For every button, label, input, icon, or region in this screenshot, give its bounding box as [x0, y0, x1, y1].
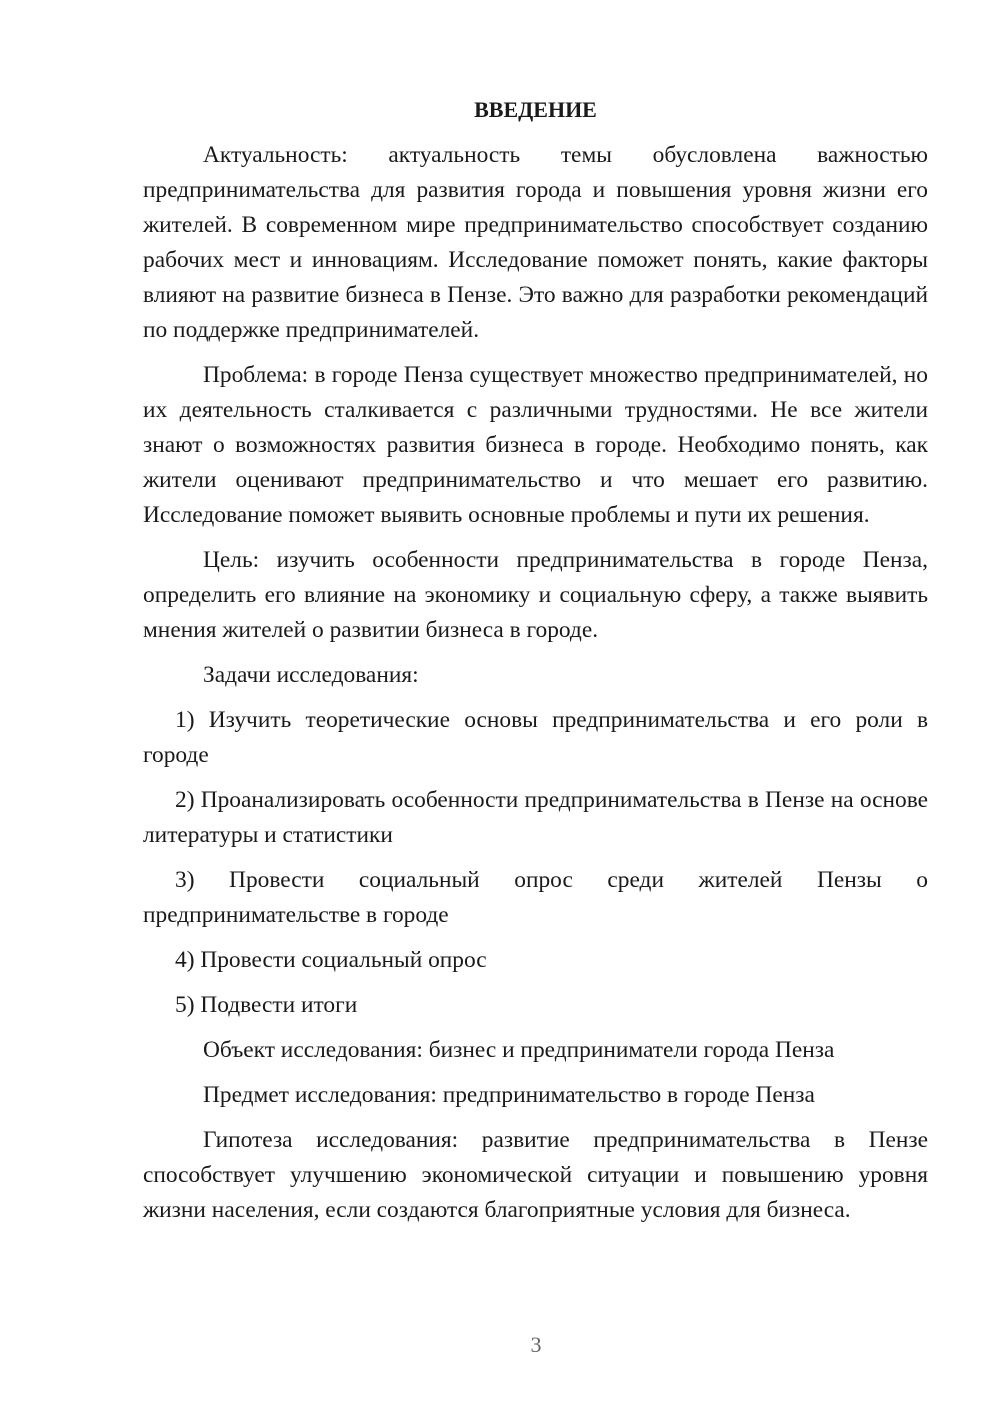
task-item-4: 4) Провести социальный опрос [175, 947, 487, 973]
task-item-1: 1) Изучить теоретические основы предпринимательства и его роли в городе [143, 707, 928, 768]
page-number: 3 [530, 1332, 542, 1357]
paragraph-problem: Проблема: в городе Пенза существует множество предпринимателей, но их деятельность сталкивается с различными трудностями. Не все жители знают о возможностях развития бизнеса в городе. Необходимо понять, как жители оценивают предпринимательство и что мешает его развитию. Исследование поможет выявить основные проблемы и пути их решения. [143, 362, 928, 528]
tasks-heading: Задачи исследования: [203, 662, 419, 688]
paragraph-object: Объект исследования: бизнес и предприниматели города Пенза [203, 1037, 835, 1063]
paragraph-hypothesis: Гипотеза исследования: развитие предпринимательства в Пензе способствует улучшению экономической ситуации и повышению уровня жизни населения, если создаются благоприятные условия для бизнеса. [143, 1127, 928, 1223]
task-item-2: 2) Проанализировать особенности предпринимательства в Пензе на основе литературы и статистики [143, 787, 928, 848]
task-item-5: 5) Подвести итоги [175, 992, 358, 1018]
paragraph-goal: Цель: изучить особенности предпринимательства в городе Пенза, определить его влияние на экономику и социальную сферу, а также выявить мнения жителей о развитии бизнеса в городе. [143, 547, 928, 643]
section-title: ВВЕДЕНИЕ [474, 97, 597, 122]
task-item-3: 3) Провести социальный опрос среди жителей Пензы о предпринимательстве в городе [143, 867, 928, 928]
paragraph-relevance: Актуальность: актуальность темы обусловлена важностью предпринимательства для развития города и повышения уровня жизни его жителей. В современном мире предпринимательство способствует созданию рабочих мест и инновациям. Исследование поможет понять, какие факторы влияют на развитие бизнеса в Пензе. Это важно для разработки рекомендаций по поддержке предпринимателей. [143, 142, 928, 343]
paragraph-subject: Предмет исследования: предпринимательство в городе Пенза [203, 1082, 815, 1108]
document-body [143, 90, 928, 1238]
